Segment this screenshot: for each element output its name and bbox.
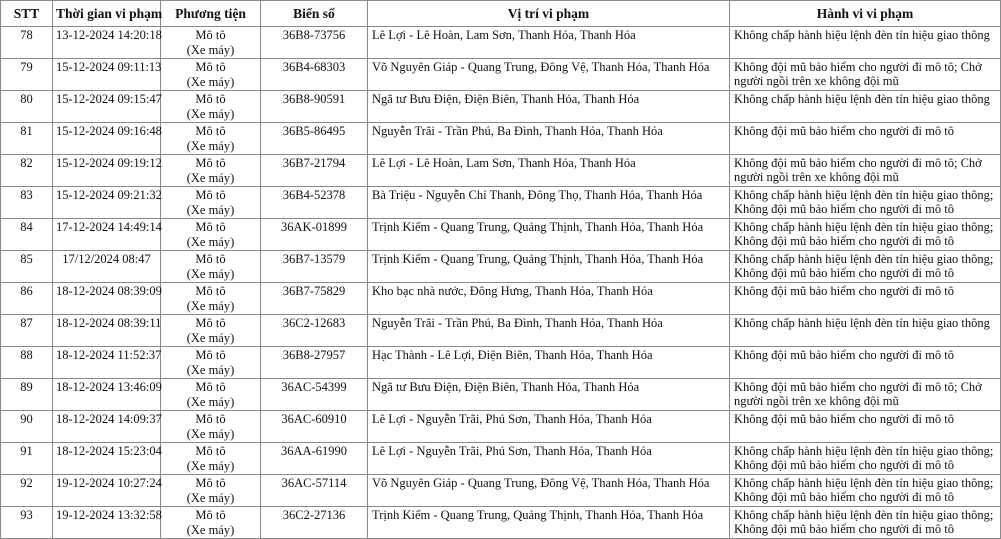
- vehicle-type-label: Mô tô: [195, 380, 226, 394]
- vehicle-subtype-label: (Xe máy): [186, 235, 235, 249]
- cell-vehicle: [161, 187, 261, 219]
- cell-violation: Không chấp hành hiệu lệnh đèn tín hiệu giao thông; Không đội mũ bảo hiểm cho người đi mô tô: [730, 219, 1001, 251]
- cell-plate: 36AK-01899: [261, 219, 368, 251]
- cell-time: 15-12-2024 09:11:13: [53, 59, 161, 91]
- cell-location: Nguyễn Trãi - Trần Phú, Ba Đình, Thanh Hóa, Thanh Hóa: [368, 123, 730, 155]
- vehicle-type-label: Mô tô: [195, 156, 226, 170]
- vehicle-subtype-label: (Xe máy): [186, 331, 235, 345]
- cell-vehicle: [161, 283, 261, 315]
- cell-location: Võ Nguyên Giáp - Quang Trung, Đông Vệ, Thanh Hóa, Thanh Hóa: [368, 59, 730, 91]
- cell-stt: 82: [1, 155, 53, 187]
- vehicle-type-label: Mô tô: [195, 124, 226, 138]
- vehicle-type-label: Mô tô: [195, 28, 226, 42]
- cell-location: Trịnh Kiểm - Quang Trung, Quảng Thịnh, Thanh Hóa, Thanh Hóa: [368, 219, 730, 251]
- cell-time: 19-12-2024 13:32:58: [53, 507, 161, 539]
- cell-plate: 36AC-54399: [261, 379, 368, 411]
- cell-stt: 80: [1, 91, 53, 123]
- vehicle-subtype-label: (Xe máy): [186, 459, 235, 473]
- cell-plate: 36AC-60910: [261, 411, 368, 443]
- cell-vehicle: [161, 411, 261, 443]
- cell-time: 15-12-2024 09:19:12: [53, 155, 161, 187]
- table-row: [1, 411, 1001, 443]
- table-row: [1, 283, 1001, 315]
- table-row: [1, 59, 1001, 91]
- vehicle-type-label: Mô tô: [195, 220, 226, 234]
- cell-location: Hạc Thành - Lê Lợi, Điện Biên, Thanh Hóa, Thanh Hóa: [368, 347, 730, 379]
- vehicle-subtype-label: (Xe máy): [186, 363, 235, 377]
- cell-time: 18-12-2024 08:39:09: [53, 283, 161, 315]
- vehicle-type-label: Mô tô: [195, 348, 226, 362]
- vehicle-type-label: Mô tô: [195, 92, 226, 106]
- cell-vehicle: [161, 315, 261, 347]
- cell-stt: 89: [1, 379, 53, 411]
- cell-vehicle: [161, 379, 261, 411]
- table-body: [1, 27, 1001, 539]
- cell-plate: 36B8-27957: [261, 347, 368, 379]
- cell-plate: 36B4-52378: [261, 187, 368, 219]
- cell-stt: 91: [1, 443, 53, 475]
- cell-vehicle: [161, 251, 261, 283]
- cell-location: Kho bạc nhà nước, Đông Hưng, Thanh Hóa, Thanh Hóa: [368, 283, 730, 315]
- table-row: [1, 219, 1001, 251]
- cell-location: Ngã tư Bưu Điện, Điện Biên, Thanh Hóa, Thanh Hóa: [368, 379, 730, 411]
- cell-violation: Không chấp hành hiệu lệnh đèn tín hiệu giao thông; Không đội mũ bảo hiểm cho người đi mô tô: [730, 443, 1001, 475]
- cell-time: 18-12-2024 11:52:37: [53, 347, 161, 379]
- table-row: [1, 507, 1001, 539]
- vehicle-subtype-label: (Xe máy): [186, 107, 235, 121]
- table-row: [1, 347, 1001, 379]
- vehicle-subtype-label: (Xe máy): [186, 267, 235, 281]
- cell-vehicle: [161, 91, 261, 123]
- cell-violation: Không chấp hành hiệu lệnh đèn tín hiệu giao thông: [730, 27, 1001, 59]
- vehicle-subtype-label: (Xe máy): [186, 395, 235, 409]
- table-row: [1, 443, 1001, 475]
- cell-stt: 81: [1, 123, 53, 155]
- vehicle-subtype-label: (Xe máy): [186, 203, 235, 217]
- cell-time: 17/12/2024 08:47: [53, 251, 161, 283]
- cell-plate: 36C2-12683: [261, 315, 368, 347]
- vehicle-subtype-label: (Xe máy): [186, 523, 235, 537]
- vehicle-subtype-label: (Xe máy): [186, 75, 235, 89]
- cell-time: 15-12-2024 09:21:32: [53, 187, 161, 219]
- vehicle-subtype-label: (Xe máy): [186, 427, 235, 441]
- cell-vehicle: [161, 59, 261, 91]
- cell-stt: 93: [1, 507, 53, 539]
- cell-vehicle: [161, 443, 261, 475]
- table-row: [1, 315, 1001, 347]
- table-row: [1, 251, 1001, 283]
- table-row: [1, 187, 1001, 219]
- cell-location: Võ Nguyên Giáp - Quang Trung, Đông Vệ, Thanh Hóa, Thanh Hóa: [368, 475, 730, 507]
- cell-time: 13-12-2024 14:20:18: [53, 27, 161, 59]
- cell-violation: Không chấp hành hiệu lệnh đèn tín hiệu giao thông; Không đội mũ bảo hiểm cho người đi mô tô: [730, 507, 1001, 539]
- table-row: [1, 27, 1001, 59]
- cell-violation: Không chấp hành hiệu lệnh đèn tín hiệu giao thông: [730, 91, 1001, 123]
- cell-plate: 36B7-75829: [261, 283, 368, 315]
- vehicle-subtype-label: (Xe máy): [186, 491, 235, 505]
- cell-time: 18-12-2024 15:23:04: [53, 443, 161, 475]
- cell-time: 19-12-2024 10:27:24: [53, 475, 161, 507]
- cell-location: Lê Lợi - Lê Hoàn, Lam Sơn, Thanh Hóa, Thanh Hóa: [368, 155, 730, 187]
- cell-time: 15-12-2024 09:16:48: [53, 123, 161, 155]
- vehicle-type-label: Mô tô: [195, 284, 226, 298]
- table-row: [1, 123, 1001, 155]
- cell-location: Lê Lợi - Lê Hoàn, Lam Sơn, Thanh Hóa, Thanh Hóa: [368, 27, 730, 59]
- cell-time: 18-12-2024 14:09:37: [53, 411, 161, 443]
- cell-plate: 36C2-27136: [261, 507, 368, 539]
- cell-stt: 83: [1, 187, 53, 219]
- cell-violation: Không đội mũ bảo hiểm cho người đi mô tô; Chở người ngồi trên xe không đội mũ: [730, 59, 1001, 91]
- cell-time: 18-12-2024 08:39:11: [53, 315, 161, 347]
- header-vehicle: Phương tiện: [161, 1, 261, 27]
- vehicle-type-label: Mô tô: [195, 188, 226, 202]
- cell-vehicle: [161, 155, 261, 187]
- cell-violation: Không đội mũ bảo hiểm cho người đi mô tô: [730, 123, 1001, 155]
- cell-plate: 36B7-13579: [261, 251, 368, 283]
- cell-time: 17-12-2024 14:49:14: [53, 219, 161, 251]
- cell-violation: Không đội mũ bảo hiểm cho người đi mô tô: [730, 347, 1001, 379]
- cell-location: Lê Lợi - Nguyễn Trãi, Phú Sơn, Thanh Hóa, Thanh Hóa: [368, 443, 730, 475]
- vehicle-type-label: Mô tô: [195, 60, 226, 74]
- cell-vehicle: [161, 123, 261, 155]
- table-row: [1, 475, 1001, 507]
- table-row: [1, 91, 1001, 123]
- cell-vehicle: [161, 27, 261, 59]
- cell-plate: 36B4-68303: [261, 59, 368, 91]
- cell-violation: Không chấp hành hiệu lệnh đèn tín hiệu giao thông; Không đội mũ bảo hiểm cho người đi mô tô: [730, 475, 1001, 507]
- header-time: Thời gian vi phạm: [53, 1, 161, 27]
- vehicle-type-label: Mô tô: [195, 252, 226, 266]
- vehicle-type-label: Mô tô: [195, 444, 226, 458]
- vehicle-subtype-label: (Xe máy): [186, 299, 235, 313]
- cell-violation: Không chấp hành hiệu lệnh đèn tín hiệu giao thông; Không đội mũ bảo hiểm cho người đi mô tô: [730, 251, 1001, 283]
- vehicle-type-label: Mô tô: [195, 508, 226, 522]
- cell-vehicle: [161, 507, 261, 539]
- cell-plate: 36B8-73756: [261, 27, 368, 59]
- cell-stt: 78: [1, 27, 53, 59]
- cell-plate: 36B5-86495: [261, 123, 368, 155]
- cell-violation: Không chấp hành hiệu lệnh đèn tín hiệu giao thông; Không đội mũ bảo hiểm cho người đi mô tô: [730, 187, 1001, 219]
- table-row: [1, 379, 1001, 411]
- cell-time: 18-12-2024 13:46:09: [53, 379, 161, 411]
- header-plate: Biển số: [261, 1, 368, 27]
- cell-vehicle: [161, 347, 261, 379]
- vehicle-subtype-label: (Xe máy): [186, 139, 235, 153]
- cell-time: 15-12-2024 09:15:47: [53, 91, 161, 123]
- header-violation: Hành vi vi phạm: [730, 1, 1001, 27]
- cell-stt: 86: [1, 283, 53, 315]
- cell-stt: 79: [1, 59, 53, 91]
- table-row: [1, 155, 1001, 187]
- cell-stt: 88: [1, 347, 53, 379]
- cell-stt: 92: [1, 475, 53, 507]
- cell-location: Trịnh Kiểm - Quang Trung, Quảng Thịnh, Thanh Hóa, Thanh Hóa: [368, 507, 730, 539]
- cell-location: Nguyễn Trãi - Trần Phú, Ba Đình, Thanh Hóa, Thanh Hóa: [368, 315, 730, 347]
- cell-plate: 36B7-21794: [261, 155, 368, 187]
- cell-violation: Không chấp hành hiệu lệnh đèn tín hiệu giao thông: [730, 315, 1001, 347]
- cell-location: Ngã tư Bưu Điện, Điện Biên, Thanh Hóa, Thanh Hóa: [368, 91, 730, 123]
- cell-violation: Không đội mũ bảo hiểm cho người đi mô tô; Chở người ngồi trên xe không đội mũ: [730, 379, 1001, 411]
- header-stt: STT: [1, 1, 53, 27]
- cell-plate: 36AC-57114: [261, 475, 368, 507]
- cell-vehicle: [161, 475, 261, 507]
- cell-plate: 36AA-61990: [261, 443, 368, 475]
- cell-violation: Không đội mũ bảo hiểm cho người đi mô tô: [730, 411, 1001, 443]
- vehicle-type-label: Mô tô: [195, 412, 226, 426]
- header-location: Vị trí vi phạm: [368, 1, 730, 27]
- vehicle-type-label: Mô tô: [195, 476, 226, 490]
- cell-stt: 87: [1, 315, 53, 347]
- vehicle-subtype-label: (Xe máy): [186, 43, 235, 57]
- cell-stt: 85: [1, 251, 53, 283]
- cell-location: Bà Triệu - Nguyễn Chí Thanh, Đông Thọ, Thanh Hóa, Thanh Hóa: [368, 187, 730, 219]
- cell-location: Trịnh Kiểm - Quang Trung, Quảng Thịnh, Thanh Hóa, Thanh Hóa: [368, 251, 730, 283]
- vehicle-subtype-label: (Xe máy): [186, 171, 235, 185]
- cell-plate: 36B8-90591: [261, 91, 368, 123]
- cell-stt: 84: [1, 219, 53, 251]
- table-header-row: [1, 1, 1001, 27]
- cell-violation: Không đội mũ bảo hiểm cho người đi mô tô: [730, 283, 1001, 315]
- cell-location: Lê Lợi - Nguyễn Trãi, Phú Sơn, Thanh Hóa, Thanh Hóa: [368, 411, 730, 443]
- cell-vehicle: [161, 219, 261, 251]
- cell-violation: Không đội mũ bảo hiểm cho người đi mô tô; Chở người ngồi trên xe không đội mũ: [730, 155, 1001, 187]
- vehicle-type-label: Mô tô: [195, 316, 226, 330]
- cell-stt: 90: [1, 411, 53, 443]
